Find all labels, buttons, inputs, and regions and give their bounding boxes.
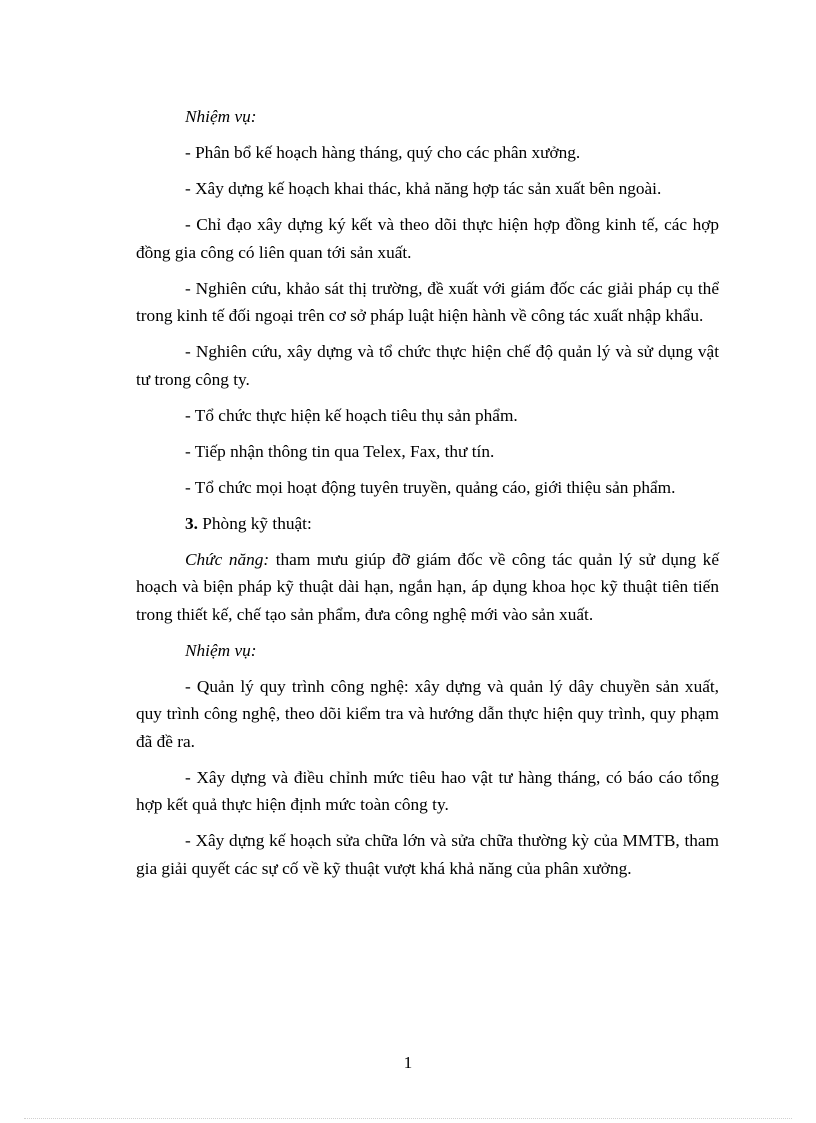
paragraph-text: - Nghiên cứu, khảo sát thị trường, đề xuất với giám đốc các giải pháp cụ thể trong kinh tế đối ngoại trên cơ sở pháp luật hiện hành về công tác xuất nhập khẩu. <box>136 278 719 325</box>
page-number: 1 <box>403 1053 413 1072</box>
paragraph-text: tham mưu giúp đỡ giám đốc về công tác quản lý sử dụng kế hoạch và biện pháp kỹ thuật dài hạn, ngắn hạn, áp dụng khoa học kỹ thuật tiên tiến trong thiết kế, chế tạo sản phẩm, đưa công nghệ mới vào sản xuất. <box>136 549 719 624</box>
paragraph-nhiem-vu-heading <box>136 637 719 665</box>
section-title: Phòng kỹ thuật: <box>202 513 312 533</box>
paragraph-text: - Chỉ đạo xây dựng ký kết và theo dõi thực hiện hợp đồng kinh tế, các hợp đồng gia công có liên quan tới sản xuất. <box>136 215 719 262</box>
paragraph-text: - Xây dựng và điều chỉnh mức tiêu hao vật tư hàng tháng, có báo cáo tổng hợp kết quả thực hiện định mức toàn công ty. <box>136 767 719 814</box>
paragraph-text: - Tổ chức thực hiện kế hoạch tiêu thụ sản phẩm. <box>185 405 518 425</box>
paragraph-text: - Phân bổ kế hoạch hàng tháng, quý cho các phân xưởng. <box>185 143 581 162</box>
paragraph-nhiem-vu-heading <box>136 103 719 131</box>
page-bottom-divider <box>24 1118 792 1119</box>
paragraph-label: Nhiệm vụ: <box>185 640 257 660</box>
paragraph-text: - Tổ chức mọi hoạt động tuyên truyền, quảng cáo, giới thiệu sản phẩm. <box>185 477 676 497</box>
paragraph-item <box>136 438 719 466</box>
paragraph-item <box>136 211 719 266</box>
paragraph-text: - Xây dựng kế hoạch khai thác, khả năng hợp tác sản xuất bên ngoài. <box>185 179 662 198</box>
paragraph-item <box>136 673 719 756</box>
paragraph-item <box>136 764 719 819</box>
paragraph-text: - Tiếp nhận thông tin qua Telex, Fax, thư tín. <box>185 441 495 461</box>
paragraph-item <box>136 175 719 203</box>
paragraph-item <box>136 139 719 167</box>
paragraph-item <box>136 338 719 393</box>
paragraph-text: - Quản lý quy trình công nghệ: xây dựng và quản lý dây chuyền sản xuất, quy trình công nghệ, theo dõi kiểm tra và hướng dẫn thực hiện quy trình, quy phạm đã đề ra. <box>136 676 719 751</box>
section-number: 3. <box>185 513 198 533</box>
paragraph-text: - Xây dựng kế hoạch sửa chữa lớn và sửa chữa thường kỳ của MMTB, tham gia giải quyết các sự cố về kỹ thuật vượt khá khả năng của phân xưởng. <box>136 831 719 878</box>
paragraph-item <box>136 275 719 330</box>
paragraph-label: Nhiệm vụ: <box>185 107 257 126</box>
paragraph-chuc-nang <box>136 546 719 629</box>
paragraph-item <box>136 402 719 430</box>
document-body <box>136 103 719 891</box>
paragraph-label: Chức năng: <box>185 549 270 569</box>
paragraph-item <box>136 827 719 882</box>
paragraph-item <box>136 474 719 502</box>
section-heading <box>136 510 719 538</box>
paragraph-text: - Nghiên cứu, xây dựng và tổ chức thực hiện chế độ quản lý và sử dụng vật tư trong công ty. <box>136 342 719 389</box>
